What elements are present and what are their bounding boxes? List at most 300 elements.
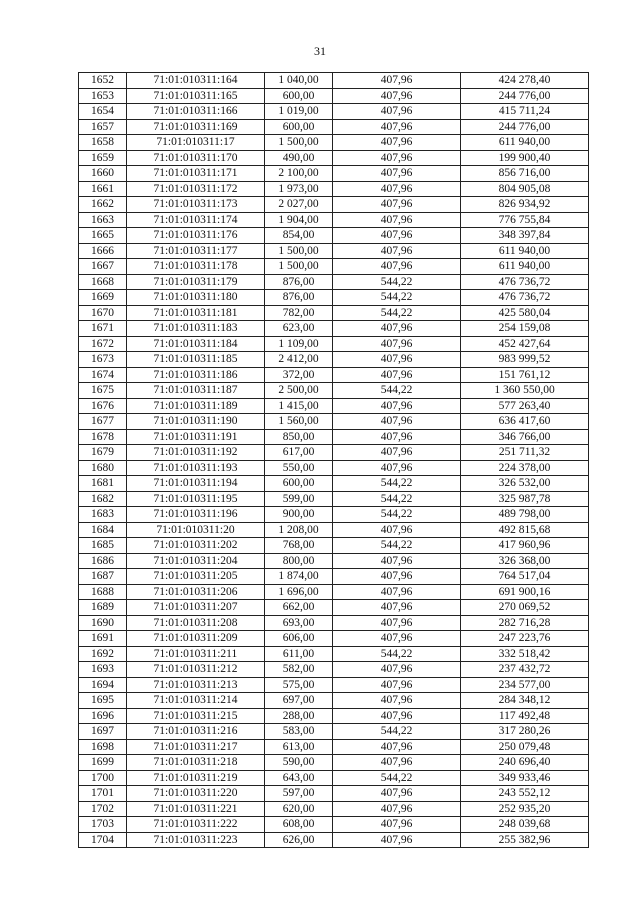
table-row bbox=[79, 739, 589, 755]
table-row bbox=[79, 677, 589, 693]
row-number-cell: 1654 bbox=[79, 104, 127, 120]
table-row bbox=[79, 584, 589, 600]
table-row bbox=[79, 476, 589, 492]
row-number-cell: 1689 bbox=[79, 600, 127, 616]
value-cell: 492 815,68 bbox=[461, 522, 589, 538]
row-number-cell: 1666 bbox=[79, 243, 127, 259]
area-cell: 1 415,00 bbox=[265, 398, 333, 414]
value-cell: 282 716,28 bbox=[461, 615, 589, 631]
cadastral-number-cell: 71:01:010311:223 bbox=[127, 832, 265, 848]
row-number-cell: 1686 bbox=[79, 553, 127, 569]
value-cell: 476 736,72 bbox=[461, 290, 589, 306]
row-number-cell: 1682 bbox=[79, 491, 127, 507]
cadastral-number-cell: 71:01:010311:192 bbox=[127, 445, 265, 461]
rate-cell: 407,96 bbox=[333, 817, 461, 833]
area-cell: 2 500,00 bbox=[265, 383, 333, 399]
area-cell: 1 040,00 bbox=[265, 73, 333, 89]
area-cell: 600,00 bbox=[265, 119, 333, 135]
rate-cell: 407,96 bbox=[333, 197, 461, 213]
value-cell: 250 079,48 bbox=[461, 739, 589, 755]
row-number-cell: 1670 bbox=[79, 305, 127, 321]
area-cell: 876,00 bbox=[265, 274, 333, 290]
cadastral-number-cell: 71:01:010311:216 bbox=[127, 724, 265, 740]
area-cell: 1 973,00 bbox=[265, 181, 333, 197]
rate-cell: 407,96 bbox=[333, 73, 461, 89]
row-number-cell: 1696 bbox=[79, 708, 127, 724]
table-row bbox=[79, 615, 589, 631]
cadastral-number-cell: 71:01:010311:195 bbox=[127, 491, 265, 507]
cadastral-number-cell: 71:01:010311:194 bbox=[127, 476, 265, 492]
value-cell: 326 532,00 bbox=[461, 476, 589, 492]
cadastral-number-cell: 71:01:010311:191 bbox=[127, 429, 265, 445]
rate-cell: 407,96 bbox=[333, 662, 461, 678]
area-cell: 582,00 bbox=[265, 662, 333, 678]
area-cell: 800,00 bbox=[265, 553, 333, 569]
row-number-cell: 1675 bbox=[79, 383, 127, 399]
row-number-cell: 1669 bbox=[79, 290, 127, 306]
table-row bbox=[79, 181, 589, 197]
rate-cell: 407,96 bbox=[333, 367, 461, 383]
row-number-cell: 1665 bbox=[79, 228, 127, 244]
row-number-cell: 1679 bbox=[79, 445, 127, 461]
rate-cell: 407,96 bbox=[333, 181, 461, 197]
cadastral-number-cell: 71:01:010311:178 bbox=[127, 259, 265, 275]
value-cell: 284 348,12 bbox=[461, 693, 589, 709]
table-row bbox=[79, 352, 589, 368]
cadastral-number-cell: 71:01:010311:184 bbox=[127, 336, 265, 352]
cadastral-number-cell: 71:01:010311:202 bbox=[127, 538, 265, 554]
cadastral-number-cell: 71:01:010311:165 bbox=[127, 88, 265, 104]
rate-cell: 544,22 bbox=[333, 646, 461, 662]
rate-cell: 407,96 bbox=[333, 166, 461, 182]
row-number-cell: 1681 bbox=[79, 476, 127, 492]
area-cell: 782,00 bbox=[265, 305, 333, 321]
row-number-cell: 1700 bbox=[79, 770, 127, 786]
table-row bbox=[79, 414, 589, 430]
row-number-cell: 1658 bbox=[79, 135, 127, 151]
table-row bbox=[79, 693, 589, 709]
rate-cell: 407,96 bbox=[333, 460, 461, 476]
row-number-cell: 1677 bbox=[79, 414, 127, 430]
area-cell: 2 100,00 bbox=[265, 166, 333, 182]
table-row bbox=[79, 228, 589, 244]
row-number-cell: 1693 bbox=[79, 662, 127, 678]
area-cell: 900,00 bbox=[265, 507, 333, 523]
cadastral-number-cell: 71:01:010311:218 bbox=[127, 755, 265, 771]
table-row bbox=[79, 398, 589, 414]
rate-cell: 407,96 bbox=[333, 243, 461, 259]
rate-cell: 407,96 bbox=[333, 150, 461, 166]
value-cell: 317 280,26 bbox=[461, 724, 589, 740]
table-row bbox=[79, 631, 589, 647]
cadastral-number-cell: 71:01:010311:177 bbox=[127, 243, 265, 259]
value-cell: 243 552,12 bbox=[461, 786, 589, 802]
row-number-cell: 1661 bbox=[79, 181, 127, 197]
area-cell: 1 019,00 bbox=[265, 104, 333, 120]
rate-cell: 544,22 bbox=[333, 274, 461, 290]
value-cell: 611 940,00 bbox=[461, 135, 589, 151]
table-row bbox=[79, 383, 589, 399]
row-number-cell: 1699 bbox=[79, 755, 127, 771]
cadastral-number-cell: 71:01:010311:211 bbox=[127, 646, 265, 662]
row-number-cell: 1663 bbox=[79, 212, 127, 228]
cadastral-number-cell: 71:01:010311:207 bbox=[127, 600, 265, 616]
rate-cell: 407,96 bbox=[333, 832, 461, 848]
cadastral-number-cell: 71:01:010311:172 bbox=[127, 181, 265, 197]
cadastral-number-cell: 71:01:010311:204 bbox=[127, 553, 265, 569]
rate-cell: 544,22 bbox=[333, 724, 461, 740]
value-cell: 611 940,00 bbox=[461, 259, 589, 275]
row-number-cell: 1683 bbox=[79, 507, 127, 523]
area-cell: 600,00 bbox=[265, 476, 333, 492]
cadastral-number-cell: 71:01:010311:180 bbox=[127, 290, 265, 306]
table-row bbox=[79, 88, 589, 104]
value-cell: 252 935,20 bbox=[461, 801, 589, 817]
cadastral-number-cell: 71:01:010311:217 bbox=[127, 739, 265, 755]
table-row bbox=[79, 135, 589, 151]
area-cell: 2 412,00 bbox=[265, 352, 333, 368]
value-cell: 251 711,32 bbox=[461, 445, 589, 461]
cadastral-number-cell: 71:01:010311:174 bbox=[127, 212, 265, 228]
area-cell: 643,00 bbox=[265, 770, 333, 786]
value-cell: 452 427,64 bbox=[461, 336, 589, 352]
area-cell: 1 696,00 bbox=[265, 584, 333, 600]
value-cell: 417 960,96 bbox=[461, 538, 589, 554]
rate-cell: 407,96 bbox=[333, 553, 461, 569]
table-row bbox=[79, 197, 589, 213]
row-number-cell: 1673 bbox=[79, 352, 127, 368]
rate-cell: 407,96 bbox=[333, 352, 461, 368]
rate-cell: 544,22 bbox=[333, 290, 461, 306]
rate-cell: 407,96 bbox=[333, 445, 461, 461]
rate-cell: 407,96 bbox=[333, 708, 461, 724]
cadastral-number-cell: 71:01:010311:183 bbox=[127, 321, 265, 337]
row-number-cell: 1659 bbox=[79, 150, 127, 166]
cadastral-number-cell: 71:01:010311:169 bbox=[127, 119, 265, 135]
area-cell: 876,00 bbox=[265, 290, 333, 306]
value-cell: 425 580,04 bbox=[461, 305, 589, 321]
value-cell: 424 278,40 bbox=[461, 73, 589, 89]
value-cell: 476 736,72 bbox=[461, 274, 589, 290]
row-number-cell: 1652 bbox=[79, 73, 127, 89]
rate-cell: 407,96 bbox=[333, 398, 461, 414]
row-number-cell: 1668 bbox=[79, 274, 127, 290]
row-number-cell: 1685 bbox=[79, 538, 127, 554]
table-row bbox=[79, 755, 589, 771]
cadastral-number-cell: 71:01:010311:179 bbox=[127, 274, 265, 290]
cadastral-number-cell: 71:01:010311:181 bbox=[127, 305, 265, 321]
rate-cell: 544,22 bbox=[333, 491, 461, 507]
area-cell: 1 500,00 bbox=[265, 259, 333, 275]
cadastral-number-cell: 71:01:010311:206 bbox=[127, 584, 265, 600]
area-cell: 617,00 bbox=[265, 445, 333, 461]
rate-cell: 407,96 bbox=[333, 631, 461, 647]
value-cell: 332 518,42 bbox=[461, 646, 589, 662]
row-number-cell: 1698 bbox=[79, 739, 127, 755]
value-cell: 489 798,00 bbox=[461, 507, 589, 523]
row-number-cell: 1680 bbox=[79, 460, 127, 476]
cadastral-number-cell: 71:01:010311:221 bbox=[127, 801, 265, 817]
value-cell: 199 900,40 bbox=[461, 150, 589, 166]
row-number-cell: 1688 bbox=[79, 584, 127, 600]
area-cell: 1 874,00 bbox=[265, 569, 333, 585]
value-cell: 255 382,96 bbox=[461, 832, 589, 848]
table-row bbox=[79, 770, 589, 786]
row-number-cell: 1695 bbox=[79, 693, 127, 709]
page-number: 31 bbox=[314, 44, 326, 58]
value-cell: 254 159,08 bbox=[461, 321, 589, 337]
cadastral-number-cell: 71:01:010311:187 bbox=[127, 383, 265, 399]
cadastral-number-cell: 71:01:010311:215 bbox=[127, 708, 265, 724]
table-row bbox=[79, 429, 589, 445]
area-cell: 1 500,00 bbox=[265, 243, 333, 259]
table-row bbox=[79, 522, 589, 538]
rate-cell: 407,96 bbox=[333, 321, 461, 337]
table-row bbox=[79, 460, 589, 476]
table-row bbox=[79, 538, 589, 554]
area-cell: 490,00 bbox=[265, 150, 333, 166]
area-cell: 550,00 bbox=[265, 460, 333, 476]
cadastral-number-cell: 71:01:010311:189 bbox=[127, 398, 265, 414]
table-row bbox=[79, 817, 589, 833]
value-cell: 1 360 550,00 bbox=[461, 383, 589, 399]
value-cell: 415 711,24 bbox=[461, 104, 589, 120]
row-number-cell: 1687 bbox=[79, 569, 127, 585]
registry-table bbox=[78, 72, 589, 848]
rate-cell: 544,22 bbox=[333, 305, 461, 321]
value-cell: 151 761,12 bbox=[461, 367, 589, 383]
cadastral-number-cell: 71:01:010311:220 bbox=[127, 786, 265, 802]
value-cell: 804 905,08 bbox=[461, 181, 589, 197]
cadastral-number-cell: 71:01:010311:166 bbox=[127, 104, 265, 120]
area-cell: 288,00 bbox=[265, 708, 333, 724]
row-number-cell: 1657 bbox=[79, 119, 127, 135]
area-cell: 850,00 bbox=[265, 429, 333, 445]
value-cell: 691 900,16 bbox=[461, 584, 589, 600]
value-cell: 611 940,00 bbox=[461, 243, 589, 259]
value-cell: 117 492,48 bbox=[461, 708, 589, 724]
area-cell: 626,00 bbox=[265, 832, 333, 848]
value-cell: 983 999,52 bbox=[461, 352, 589, 368]
rate-cell: 407,96 bbox=[333, 104, 461, 120]
rate-cell: 407,96 bbox=[333, 600, 461, 616]
cadastral-number-cell: 71:01:010311:205 bbox=[127, 569, 265, 585]
value-cell: 237 432,72 bbox=[461, 662, 589, 678]
cadastral-number-cell: 71:01:010311:190 bbox=[127, 414, 265, 430]
rate-cell: 407,96 bbox=[333, 584, 461, 600]
table-row bbox=[79, 73, 589, 89]
value-cell: 270 069,52 bbox=[461, 600, 589, 616]
area-cell: 662,00 bbox=[265, 600, 333, 616]
value-cell: 325 987,78 bbox=[461, 491, 589, 507]
cadastral-number-cell: 71:01:010311:170 bbox=[127, 150, 265, 166]
value-cell: 856 716,00 bbox=[461, 166, 589, 182]
table-row bbox=[79, 290, 589, 306]
area-cell: 600,00 bbox=[265, 88, 333, 104]
value-cell: 636 417,60 bbox=[461, 414, 589, 430]
table-row bbox=[79, 321, 589, 337]
area-cell: 606,00 bbox=[265, 631, 333, 647]
rate-cell: 544,22 bbox=[333, 476, 461, 492]
value-cell: 240 696,40 bbox=[461, 755, 589, 771]
cadastral-number-cell: 71:01:010311:176 bbox=[127, 228, 265, 244]
value-cell: 224 378,00 bbox=[461, 460, 589, 476]
cadastral-number-cell: 71:01:010311:212 bbox=[127, 662, 265, 678]
rate-cell: 407,96 bbox=[333, 88, 461, 104]
row-number-cell: 1701 bbox=[79, 786, 127, 802]
rate-cell: 407,96 bbox=[333, 414, 461, 430]
registry-table-body bbox=[79, 73, 589, 848]
table-row bbox=[79, 507, 589, 523]
rate-cell: 407,96 bbox=[333, 259, 461, 275]
value-cell: 244 776,00 bbox=[461, 88, 589, 104]
row-number-cell: 1697 bbox=[79, 724, 127, 740]
row-number-cell: 1660 bbox=[79, 166, 127, 182]
rate-cell: 407,96 bbox=[333, 677, 461, 693]
table-row bbox=[79, 243, 589, 259]
area-cell: 1 560,00 bbox=[265, 414, 333, 430]
table-row bbox=[79, 786, 589, 802]
area-cell: 697,00 bbox=[265, 693, 333, 709]
area-cell: 854,00 bbox=[265, 228, 333, 244]
table-row bbox=[79, 336, 589, 352]
cadastral-number-cell: 71:01:010311:173 bbox=[127, 197, 265, 213]
area-cell: 768,00 bbox=[265, 538, 333, 554]
area-cell: 1 904,00 bbox=[265, 212, 333, 228]
row-number-cell: 1678 bbox=[79, 429, 127, 445]
rate-cell: 407,96 bbox=[333, 755, 461, 771]
table-row bbox=[79, 367, 589, 383]
table-row bbox=[79, 662, 589, 678]
rate-cell: 407,96 bbox=[333, 693, 461, 709]
cadastral-number-cell: 71:01:010311:196 bbox=[127, 507, 265, 523]
area-cell: 1 208,00 bbox=[265, 522, 333, 538]
table-row bbox=[79, 569, 589, 585]
cadastral-number-cell: 71:01:010311:209 bbox=[127, 631, 265, 647]
cadastral-number-cell: 71:01:010311:222 bbox=[127, 817, 265, 833]
value-cell: 248 039,68 bbox=[461, 817, 589, 833]
rate-cell: 544,22 bbox=[333, 383, 461, 399]
value-cell: 326 368,00 bbox=[461, 553, 589, 569]
rate-cell: 407,96 bbox=[333, 336, 461, 352]
rate-cell: 407,96 bbox=[333, 786, 461, 802]
row-number-cell: 1704 bbox=[79, 832, 127, 848]
area-cell: 590,00 bbox=[265, 755, 333, 771]
area-cell: 611,00 bbox=[265, 646, 333, 662]
table-row bbox=[79, 274, 589, 290]
value-cell: 244 776,00 bbox=[461, 119, 589, 135]
area-cell: 575,00 bbox=[265, 677, 333, 693]
row-number-cell: 1692 bbox=[79, 646, 127, 662]
rate-cell: 407,96 bbox=[333, 119, 461, 135]
row-number-cell: 1672 bbox=[79, 336, 127, 352]
value-cell: 764 517,04 bbox=[461, 569, 589, 585]
row-number-cell: 1653 bbox=[79, 88, 127, 104]
area-cell: 1 500,00 bbox=[265, 135, 333, 151]
value-cell: 577 263,40 bbox=[461, 398, 589, 414]
area-cell: 623,00 bbox=[265, 321, 333, 337]
row-number-cell: 1690 bbox=[79, 615, 127, 631]
rate-cell: 407,96 bbox=[333, 615, 461, 631]
rate-cell: 407,96 bbox=[333, 801, 461, 817]
cadastral-number-cell: 71:01:010311:208 bbox=[127, 615, 265, 631]
area-cell: 608,00 bbox=[265, 817, 333, 833]
area-cell: 372,00 bbox=[265, 367, 333, 383]
table-row bbox=[79, 150, 589, 166]
rate-cell: 407,96 bbox=[333, 739, 461, 755]
row-number-cell: 1674 bbox=[79, 367, 127, 383]
cadastral-number-cell: 71:01:010311:193 bbox=[127, 460, 265, 476]
rate-cell: 407,96 bbox=[333, 135, 461, 151]
area-cell: 2 027,00 bbox=[265, 197, 333, 213]
value-cell: 346 766,00 bbox=[461, 429, 589, 445]
cadastral-number-cell: 71:01:010311:164 bbox=[127, 73, 265, 89]
row-number-cell: 1667 bbox=[79, 259, 127, 275]
cadastral-number-cell: 71:01:010311:20 bbox=[127, 522, 265, 538]
table-row bbox=[79, 491, 589, 507]
table-row bbox=[79, 119, 589, 135]
area-cell: 613,00 bbox=[265, 739, 333, 755]
rate-cell: 407,96 bbox=[333, 429, 461, 445]
value-cell: 234 577,00 bbox=[461, 677, 589, 693]
cadastral-number-cell: 71:01:010311:171 bbox=[127, 166, 265, 182]
cadastral-number-cell: 71:01:010311:17 bbox=[127, 135, 265, 151]
table-row bbox=[79, 801, 589, 817]
rate-cell: 544,22 bbox=[333, 507, 461, 523]
row-number-cell: 1702 bbox=[79, 801, 127, 817]
area-cell: 599,00 bbox=[265, 491, 333, 507]
table-row bbox=[79, 166, 589, 182]
row-number-cell: 1703 bbox=[79, 817, 127, 833]
row-number-cell: 1671 bbox=[79, 321, 127, 337]
table-row bbox=[79, 724, 589, 740]
area-cell: 693,00 bbox=[265, 615, 333, 631]
area-cell: 597,00 bbox=[265, 786, 333, 802]
area-cell: 1 109,00 bbox=[265, 336, 333, 352]
rate-cell: 407,96 bbox=[333, 212, 461, 228]
rate-cell: 407,96 bbox=[333, 522, 461, 538]
value-cell: 247 223,76 bbox=[461, 631, 589, 647]
cadastral-number-cell: 71:01:010311:213 bbox=[127, 677, 265, 693]
rate-cell: 407,96 bbox=[333, 228, 461, 244]
table-row bbox=[79, 212, 589, 228]
area-cell: 620,00 bbox=[265, 801, 333, 817]
table-row bbox=[79, 600, 589, 616]
row-number-cell: 1662 bbox=[79, 197, 127, 213]
rate-cell: 407,96 bbox=[333, 569, 461, 585]
value-cell: 349 933,46 bbox=[461, 770, 589, 786]
value-cell: 826 934,92 bbox=[461, 197, 589, 213]
table-row bbox=[79, 259, 589, 275]
table-row bbox=[79, 305, 589, 321]
rate-cell: 544,22 bbox=[333, 538, 461, 554]
row-number-cell: 1676 bbox=[79, 398, 127, 414]
table-row bbox=[79, 104, 589, 120]
cadastral-number-cell: 71:01:010311:186 bbox=[127, 367, 265, 383]
table-row bbox=[79, 832, 589, 848]
table-row bbox=[79, 708, 589, 724]
cadastral-number-cell: 71:01:010311:185 bbox=[127, 352, 265, 368]
table-row bbox=[79, 553, 589, 569]
table-row bbox=[79, 445, 589, 461]
value-cell: 348 397,84 bbox=[461, 228, 589, 244]
value-cell: 776 755,84 bbox=[461, 212, 589, 228]
row-number-cell: 1691 bbox=[79, 631, 127, 647]
rate-cell: 544,22 bbox=[333, 770, 461, 786]
cadastral-number-cell: 71:01:010311:219 bbox=[127, 770, 265, 786]
table-row bbox=[79, 646, 589, 662]
area-cell: 583,00 bbox=[265, 724, 333, 740]
